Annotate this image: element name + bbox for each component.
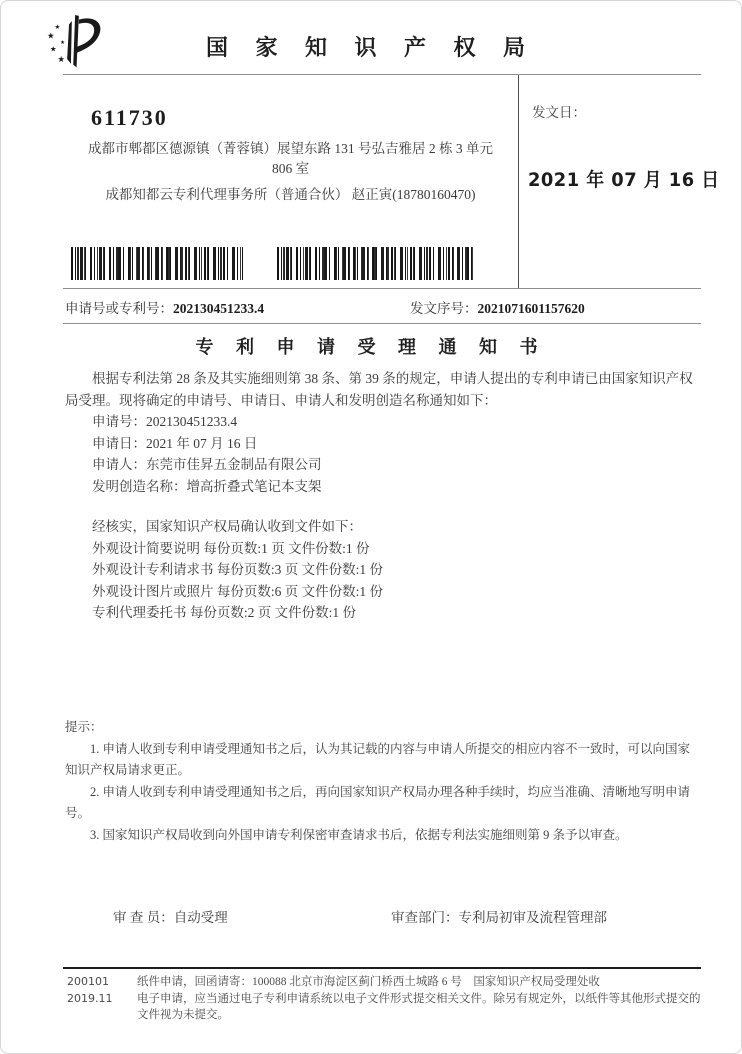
examiner-label: 审 查 员：	[113, 910, 174, 925]
footer-form-code-date: 2019.11	[67, 991, 113, 1005]
footer-notes	[137, 974, 701, 1024]
examiner-field	[113, 906, 391, 926]
hints-label: 提示：	[65, 720, 103, 734]
field-application-date: 申请日：2021 年 07 月 16 日	[92, 435, 258, 451]
svg-text:★: ★	[57, 53, 65, 64]
barcode-left	[71, 247, 243, 280]
hints-section	[65, 717, 701, 846]
examiner-row	[65, 906, 701, 926]
info-bottom-divider	[63, 288, 701, 289]
department-value: 专利局初审及流程管理部	[458, 910, 607, 925]
issue-date-block	[518, 75, 720, 288]
svg-text:★: ★	[54, 24, 61, 32]
serial-number-value: 2021071601157620	[477, 301, 585, 316]
svg-text:★: ★	[49, 44, 57, 54]
application-number-field	[65, 297, 410, 317]
received-item: 外观设计图片或照片 每份页数:6 页 文件份数:1 份	[92, 583, 384, 599]
received-item: 专利代理委托书 每份页数:2 页 文件份数:1 份	[92, 605, 357, 620]
svg-text:★: ★	[60, 40, 66, 46]
footer-form-code: 200101	[67, 975, 109, 988]
org-title: 国 家 知 识 产 权 局	[205, 35, 536, 60]
hint-item: 3. 国家知识产权局收到向外国申请专利保密审查请求书后，依据专利法实施细则第 9 条予以审查。	[90, 827, 628, 842]
notice-body	[65, 368, 701, 624]
postcode: 611730	[91, 105, 168, 130]
serial-number-label: 发文序号：	[410, 301, 478, 316]
department-label: 审查部门：	[391, 910, 459, 925]
footer	[67, 974, 701, 1024]
hint-item: 1. 申请人收到专利申请受理通知书之后，认为其记载的内容与申请人所提交的相应内容不一致时，可以向国家知识产权局请求更正。	[65, 741, 691, 777]
received-item: 外观设计简要说明 每份页数:1 页 文件份数:1 份	[92, 540, 370, 556]
issue-date-label: 发文日：	[532, 105, 586, 120]
address-line-1: 成都市郫都区德源镇（菁蓉镇）展望东路 131 号弘吉雅居 2 栋 3 单元	[88, 141, 493, 156]
mailing-address-block	[63, 75, 518, 288]
footer-form-codes	[67, 974, 137, 1024]
received-intro: 经核实，国家知识产权局确认收到文件如下：	[92, 519, 362, 534]
department-field	[391, 906, 607, 926]
address-line-2: 806 室	[271, 161, 310, 176]
field-applicant: 申请人：东莞市佳昇五金制品有限公司	[92, 457, 322, 472]
field-invention-title: 发明创造名称：增高折叠式笔记本支架	[92, 478, 322, 494]
field-application-no: 申请号：202130451233.4	[92, 414, 238, 429]
application-number-label: 申请号或专利号：	[65, 301, 173, 316]
footer-note-paper: 纸件申请，回函请寄：100088 北京市海淀区蓟门桥西土城路 6 号 国家知识产权局受理处收	[137, 976, 600, 988]
barcode-row	[71, 247, 475, 280]
footer-note-electronic: 电子申请，应当通过电子专利申请系统以电子文件形式提交相关文件。除另有规定外，以纸件等其他形式提交的文件视为未提交。	[137, 992, 701, 1021]
serial-number-field	[410, 297, 585, 317]
hint-item: 2. 申请人收到专利申请受理通知书之后，再向国家知识产权局办理各种手续时，均应当准确、清晰地写明申请号。	[65, 784, 691, 820]
svg-text:★: ★	[47, 30, 55, 41]
barcode-right	[277, 247, 475, 280]
info-section	[63, 75, 720, 288]
notice-title: 专 利 申 请 受 理 通 知 书	[195, 337, 547, 357]
application-number-value: 202130451233.4	[173, 301, 265, 316]
numbers-row	[65, 297, 701, 317]
examiner-value: 自动受理	[173, 910, 228, 925]
received-item: 外观设计专利请求书 每份页数:3 页 文件份数:1 份	[92, 562, 384, 577]
issue-date-value: 2021 年 07 月 16 日	[528, 169, 720, 191]
agency-line: 成都知都云专利代理事务所（普通合伙） 赵正寅(18780160470)	[105, 187, 476, 202]
notice-intro: 根据专利法第 28 条及其实施细则第 38 条、第 39 条的规定，申请人提出的专利申请已由国家知识产权局受理。现将确定的申请号、申请日、申请人和发明创造名称通知如下：	[65, 371, 693, 408]
numbers-bottom-divider	[63, 323, 701, 324]
footer-divider	[63, 967, 701, 969]
